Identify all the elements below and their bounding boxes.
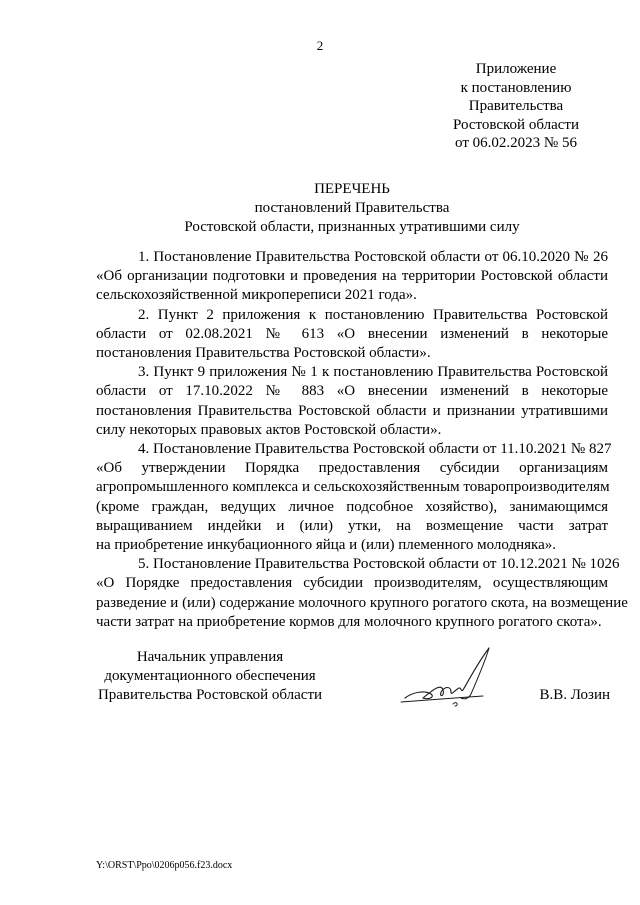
list-item-line: 3. Пункт 9 приложения № 1 к постановлению Правительства Ростовской: [138, 364, 608, 381]
list-item-line: выращиванием индейки и (или) утки, на возмещение части затрат: [96, 517, 608, 534]
list-item-line: 5. Постановление Правительства Ростовской области от 10.12.2021 № 1026: [138, 556, 620, 573]
list-item-line: агропромышленного комплекса и сельскохозяйственным товаропроизводителям: [96, 479, 610, 496]
list-item-line: 4. Постановление Правительства Ростовской области от 11.10.2021 № 827: [138, 441, 612, 458]
signatory-position-line: документационного обеспечения: [104, 668, 316, 684]
list-item-line: «О Порядке предоставления субсидии производителям, осуществляющим: [96, 575, 608, 592]
list-item-line: «Об организации подготовки и проведения на территории Ростовской области: [96, 268, 608, 285]
list-item: [96, 248, 608, 306]
list-item-line: 2. Пункт 2 приложения к постановлению Правительства Ростовской: [138, 306, 608, 323]
list-item-line: области от 02.08.2021 № 613 «О внесении изменений в некоторые: [96, 325, 608, 342]
list-item-line: силу некоторых правовых актов Ростовской области».: [96, 421, 442, 438]
document-subtitle-line: постановлений Правительства: [254, 200, 450, 216]
document-subtitle-line: Ростовской области, признанных утратившими силу: [184, 219, 520, 235]
list-item-line: 1. Постановление Правительства Ростовской области от 06.10.2020 № 26: [138, 249, 608, 265]
appendix-line: Правительства: [468, 98, 564, 114]
list-item-line: сельскохозяйственной микропереписи 2021 года».: [96, 287, 417, 304]
document-title: ПЕРЕЧЕНЬ: [314, 181, 390, 197]
signatory-position-line: Начальник управления: [136, 649, 284, 665]
list-item-line: постановления Правительства Ростовской области и признании утратившими: [96, 402, 608, 419]
appendix-date-line: от 06.02.2023 № 56: [455, 135, 577, 151]
list-item-line: области от 17.10.2022 № 883 «О внесении изменений в некоторые: [96, 383, 608, 400]
handwritten-signature: [395, 640, 505, 720]
appendix-line: к постановлению: [460, 79, 572, 96]
list-item: [96, 363, 608, 440]
signatory-position: [90, 648, 330, 705]
file-path-footer: Y:\ORST\Ppo\0206p056.f23.docx: [96, 860, 233, 871]
list-item: [96, 555, 628, 632]
repealed-acts-list: [96, 248, 628, 632]
list-item: [96, 306, 608, 364]
page-number: 2: [316, 38, 324, 53]
signatory-name: В.В. Лозин: [539, 687, 610, 703]
signatory-position-line: Правительства Ростовской области: [97, 687, 323, 703]
list-item-line: части затрат на приобретение кормов для молочного крупного рогатого скота».: [96, 613, 602, 630]
list-item-line: разведение и (или) содержание молочного крупного рогатого скота, на возмещение: [96, 594, 628, 611]
list-item-line: на приобретение инкубационного яйца и (или) племенного молодняка».: [96, 537, 557, 554]
appendix-line: Ростовской области: [453, 116, 579, 133]
list-item-line: (кроме граждан, ведущих личное подсобное хозяйство), занимающимся: [96, 498, 608, 515]
list-item-line: «Об утверждении Порядка предоставления субсидии организациям: [96, 460, 608, 477]
document-heading: [96, 180, 608, 237]
list-item: [96, 440, 612, 555]
appendix-header: [420, 60, 612, 153]
list-item-line: постановления Правительства Ростовской области».: [96, 345, 431, 362]
appendix-line: Приложение: [475, 61, 557, 77]
